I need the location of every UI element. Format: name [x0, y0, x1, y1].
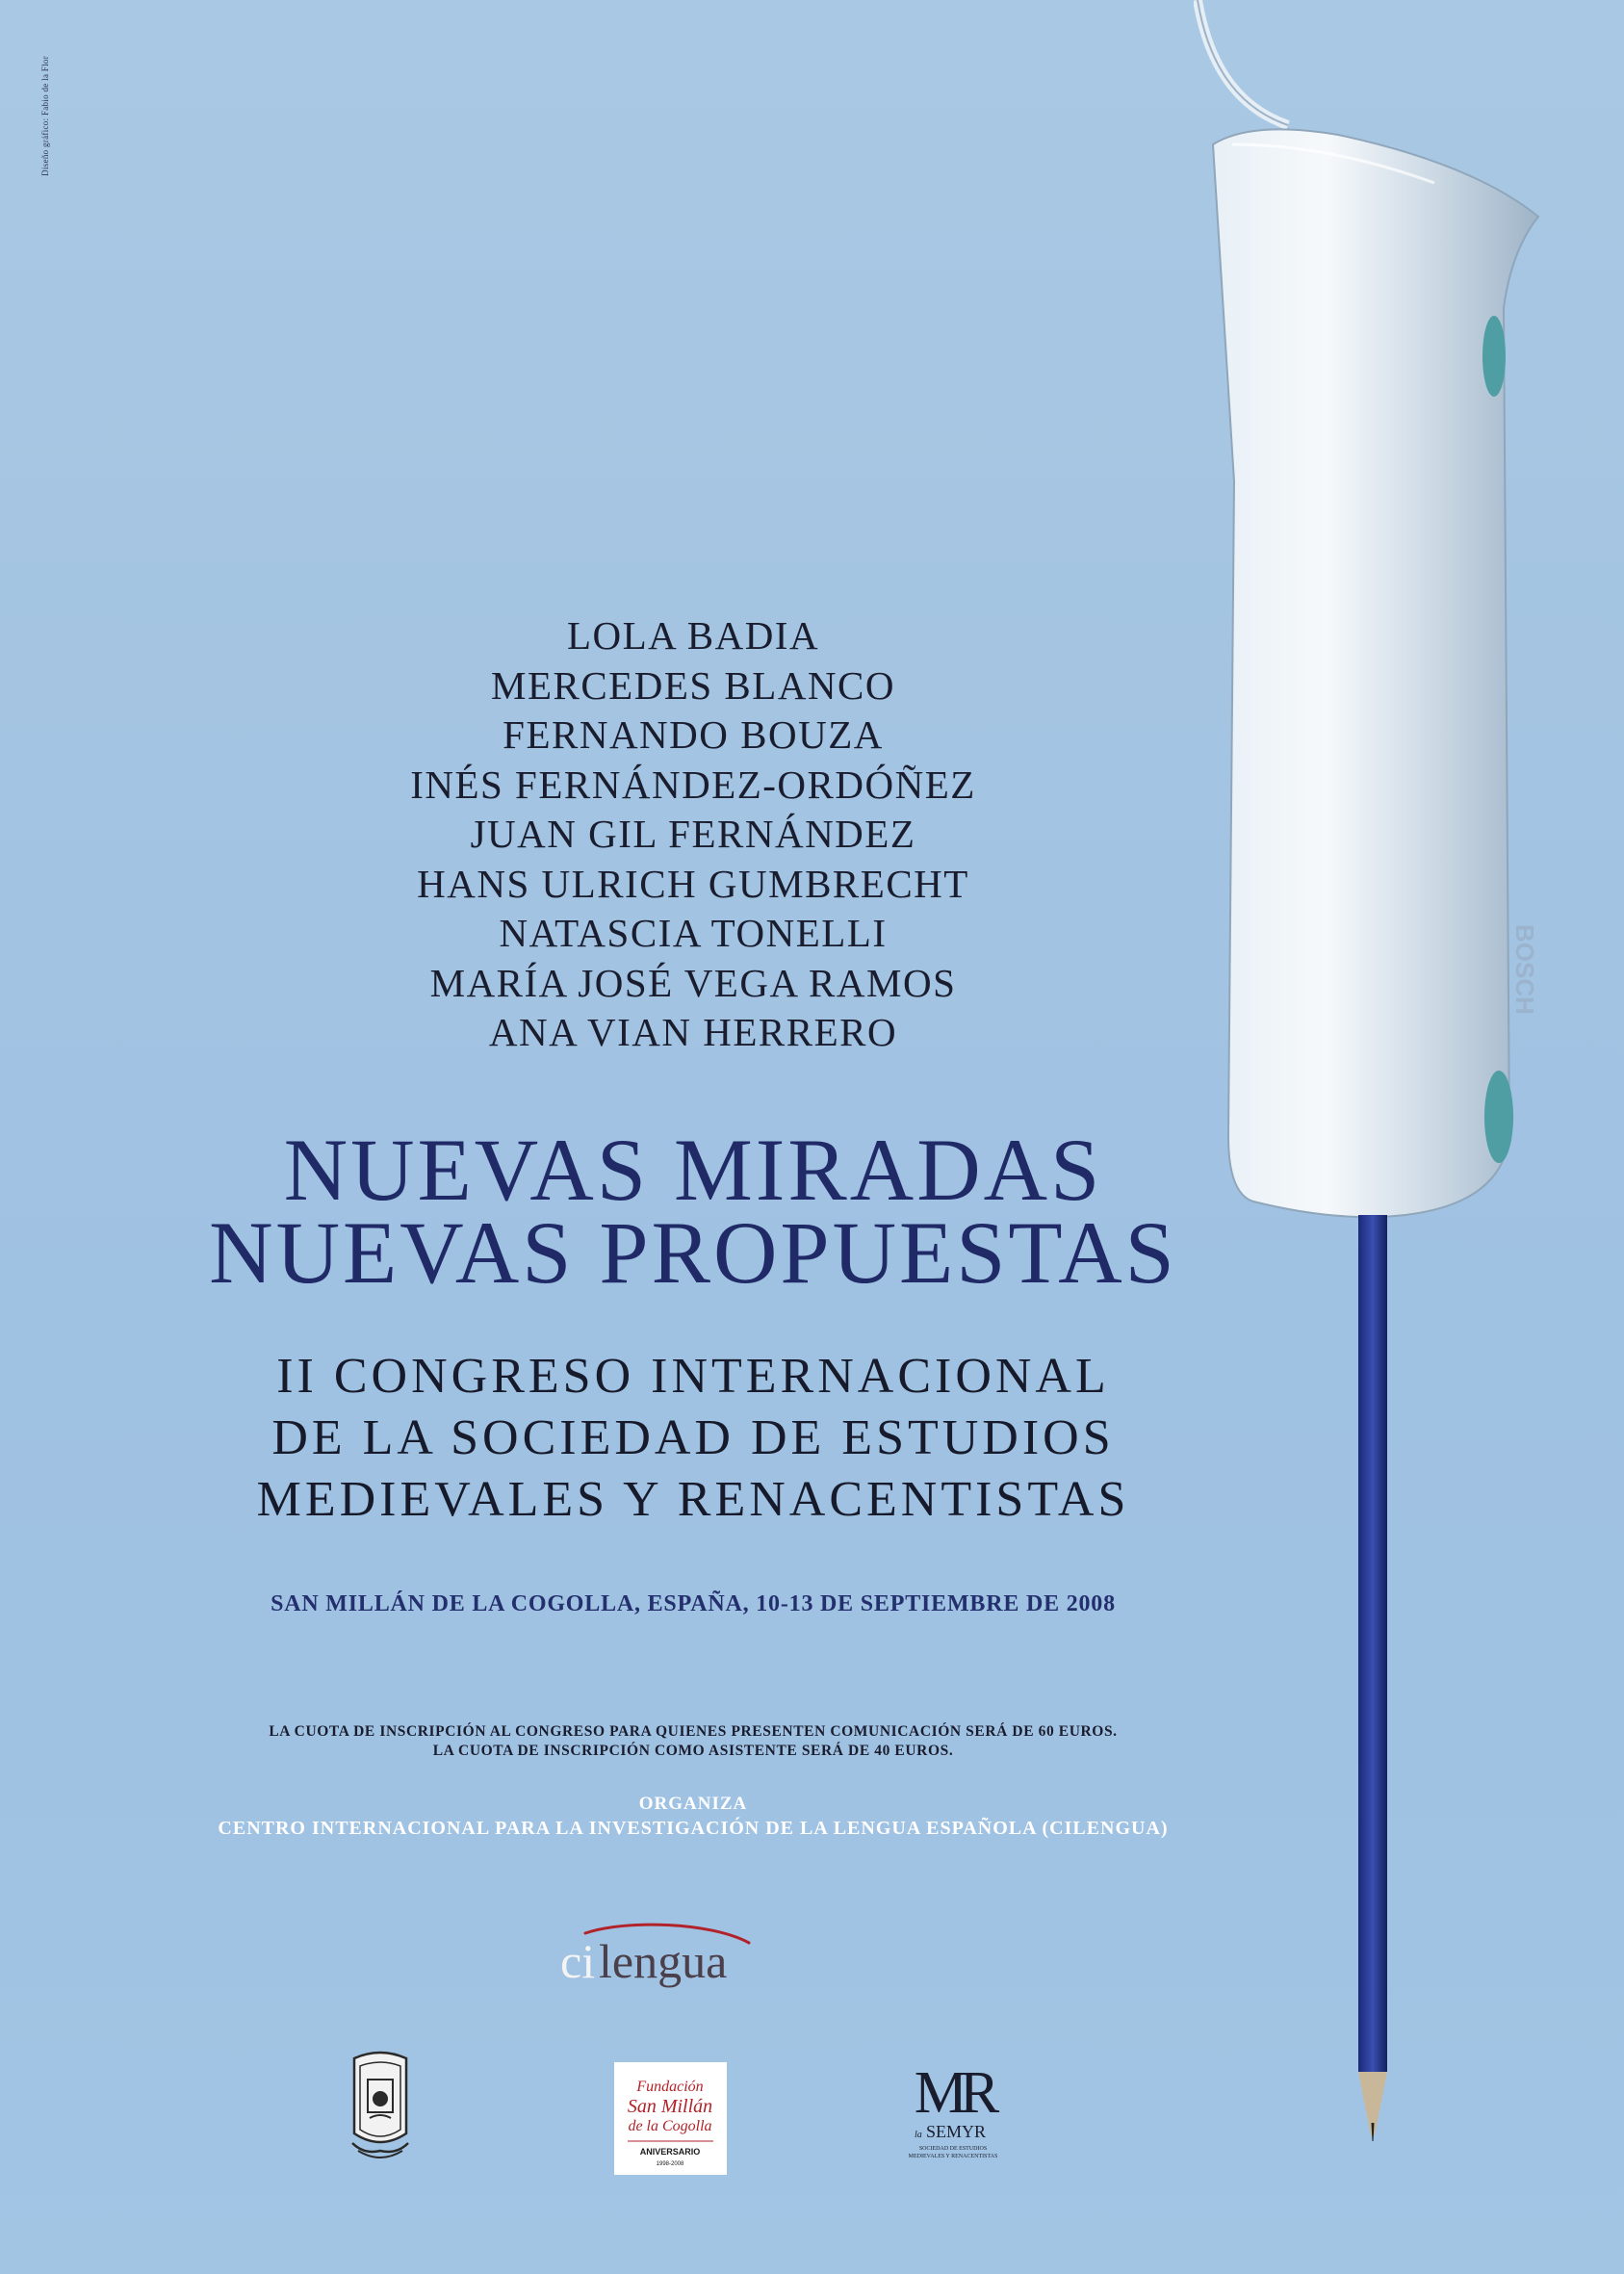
- coat-of-arms-logo: [345, 2051, 416, 2166]
- speaker-name: ANA VIAN HERRERO: [488, 1010, 898, 1054]
- fundacion-line2: San Millán: [627, 2096, 713, 2117]
- subtitle-line: MEDIEVALES Y RENACENTISTAS: [256, 1472, 1130, 1527]
- semyr-logo: [886, 2058, 1020, 2174]
- fee-line: LA CUOTA DE INSCRIPCIÓN COMO ASISTENTE SERÁ DE 40 EUROS.: [432, 1743, 954, 1759]
- speaker-name: MARÍA JOSÉ VEGA RAMOS: [429, 960, 957, 1005]
- organizer-name: CENTRO INTERNACIONAL PARA LA INVESTIGACIÓN DE LA LENGUA ESPAÑOLA (CILENGUA): [218, 1818, 1169, 1839]
- blender-pencil-image: [1194, 0, 1598, 2274]
- semyr-desc2: MEDIEVALES Y RENACENTISTAS: [908, 2154, 998, 2159]
- fundacion-san-millan-logo: [614, 2062, 727, 2175]
- design-credit: Diseño gráfico: Fabio de la Flor: [40, 56, 50, 176]
- speaker-name: HANS ULRICH GUMBRECHT: [417, 861, 969, 906]
- semyr-name: SEMYR: [926, 2122, 987, 2141]
- semyr-mark: MR: [914, 2060, 992, 2126]
- fundacion-years: 1998-2008: [656, 2161, 684, 2167]
- teal-button-bottom: [1484, 1071, 1513, 1163]
- speaker-name: MERCEDES BLANCO: [490, 662, 895, 708]
- title-line: NUEVAS PROPUESTAS: [209, 1203, 1177, 1302]
- event-place-dates: SAN MILLÁN DE LA COGOLLA, ESPAÑA, 10-13 DE SEPTIEMBRE DE 2008: [271, 1591, 1116, 1616]
- subtitle-line: II CONGRESO INTERNACIONAL: [276, 1349, 1110, 1404]
- registration-fees: [0, 1722, 1386, 1761]
- congress-subtitle: [0, 1346, 1386, 1531]
- organizer-block: [0, 1793, 1386, 1841]
- subtitle-line: DE LA SOCIEDAD DE ESTUDIOS: [271, 1410, 1115, 1465]
- semyr-desc1: SOCIEDAD DE ESTUDIOS: [918, 2146, 988, 2152]
- cilengua-logo-ci: ci: [560, 1934, 596, 1988]
- title-line: NUEVAS MIRADAS: [283, 1121, 1103, 1219]
- pencil-body: [1358, 1215, 1387, 2072]
- main-title: [0, 1121, 1386, 1302]
- speaker-name: LOLA BADIA: [566, 613, 820, 658]
- speaker-name: NATASCIA TONELLI: [499, 911, 888, 955]
- speaker-name: FERNANDO BOUZA: [503, 712, 884, 757]
- cilengua-logo-lengua: lengua: [599, 1934, 728, 1988]
- fundacion-line3: de la Cogolla: [628, 2118, 712, 2134]
- teal-button-top: [1482, 316, 1506, 397]
- fundacion-anniversary: ANIVERSARIO: [639, 2147, 701, 2157]
- semyr-prefix: la: [915, 2130, 922, 2140]
- organizer-label: ORGANIZA: [638, 1794, 748, 1814]
- fee-line: LA CUOTA DE INSCRIPCIÓN AL CONGRESO PARA QUIENES PRESENTEN COMUNICACIÓN SERÁ DE 60 EUROS.: [269, 1723, 1118, 1740]
- brand-label: BOSCH: [1510, 924, 1539, 1015]
- speaker-name: INÉS FERNÁNDEZ-ORDÓÑEZ: [410, 762, 976, 807]
- blender-handle: [1213, 129, 1538, 1217]
- speaker-list: [0, 611, 1386, 1058]
- cilengua-logo: [556, 1916, 787, 2003]
- speaker-name: JUAN GIL FERNÁNDEZ: [470, 812, 916, 856]
- fundacion-line1: Fundación: [636, 2079, 704, 2095]
